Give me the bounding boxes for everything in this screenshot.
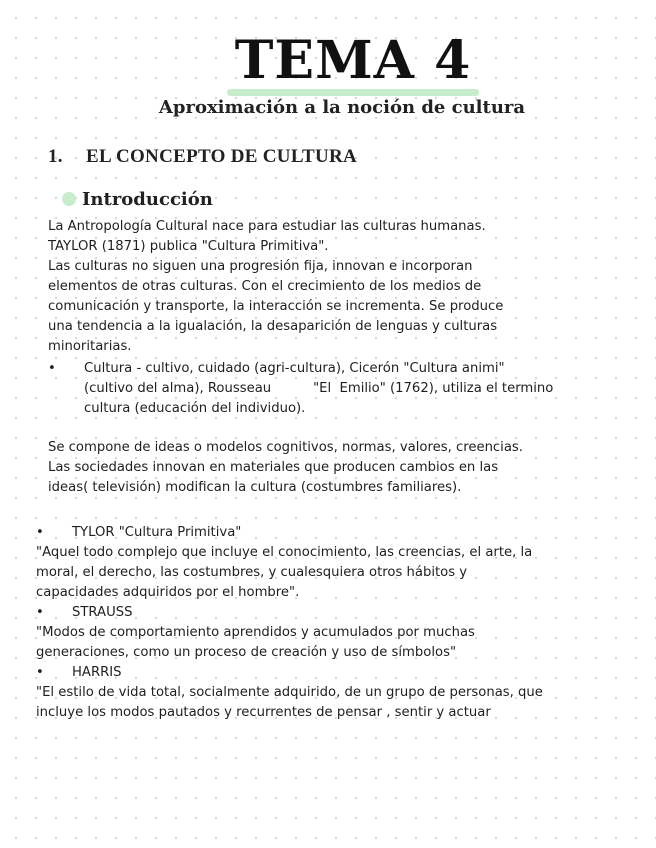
page-title-text: TEMA 4	[234, 30, 472, 91]
intro-line: Las sociedades innovan en materiales que producen cambios en las	[48, 460, 499, 475]
intro-heading	[62, 189, 213, 210]
definition-author-strauss	[36, 603, 608, 623]
intro-line: ideas( televisión) modifican la cultura (costumbres familiares).	[48, 480, 462, 495]
bullet-line: cultura (educación del individuo).	[84, 401, 306, 416]
definitions-list	[36, 523, 608, 723]
page-title	[227, 30, 480, 92]
intro-line: La Antropología Cultural nace para estudiar las culturas humanas.	[48, 219, 486, 234]
definition-line: "Modos de comportamiento aprendidos y acumulados por muchas	[36, 625, 475, 640]
page-subtitle: Aproximación a la noción de cultura	[158, 97, 526, 118]
section-title: EL CONCEPTO DE CULTURA	[86, 146, 358, 167]
bullet-line: Cultura - cultivo, cuidado (agri-cultura), Cicerón "Cultura animi"	[84, 361, 505, 376]
definition-line: moral, el derecho, las costumbres, y cualesquiera otros hábitos y	[36, 565, 468, 580]
definition-line: incluye los modos pautados y recurrentes de pensar , sentir y actuar	[36, 705, 491, 720]
bullet-icon: •	[48, 361, 56, 376]
intro-line: elementos de otras culturas. Con el crecimiento de los medios de	[48, 279, 482, 294]
intro-heading-text: Introducción	[82, 189, 213, 210]
definition-line: "Aquel todo complejo que incluye el conocimiento, las creencias, el arte, la	[36, 545, 533, 560]
green-dot-icon	[62, 192, 76, 206]
definition-author: HARRIS	[72, 665, 122, 680]
culture-bullet	[48, 359, 608, 419]
intro-paragraph-1	[48, 217, 568, 357]
definition-line: "El estilo de vida total, socialmente adquirido, de un grupo de personas, que	[36, 685, 543, 700]
bullet-icon: •	[36, 665, 44, 680]
intro-line: minoritarias.	[48, 339, 132, 354]
definition-line: generaciones, como un proceso de creación y uso de símbolos"	[36, 645, 457, 660]
title-wrapper	[0, 30, 656, 92]
intro-line: una tendencia a la igualación, la desaparición de lenguas y culturas	[48, 319, 498, 334]
definition-line: capacidades adquiridos por el hombre".	[36, 585, 300, 600]
bullet-line: (cultivo del alma), Rousseau "El Emilio" (1762), utiliza el termino	[84, 381, 554, 396]
intro-line: Se compone de ideas o modelos cognitivos, normas, valores, creencias.	[48, 440, 523, 455]
section-number: 1.	[48, 146, 63, 167]
definition-author-harris	[36, 663, 608, 683]
intro-paragraph-2	[48, 438, 588, 498]
definition-author-tylor	[36, 523, 608, 543]
intro-line: comunicación y transporte, la interacción se incrementa. Se produce	[48, 299, 504, 314]
bullet-icon: •	[36, 525, 44, 540]
intro-line: TAYLOR (1871) publica "Cultura Primitiva".	[48, 239, 329, 254]
intro-line: Las culturas no siguen una progresión fija, innovan e incorporan	[48, 259, 473, 274]
definition-author: STRAUSS	[72, 605, 133, 620]
definition-author: TYLOR "Cultura Primitiva"	[72, 525, 242, 540]
bullet-item	[48, 359, 608, 419]
section-heading	[48, 146, 357, 168]
bullet-icon: •	[36, 605, 44, 620]
